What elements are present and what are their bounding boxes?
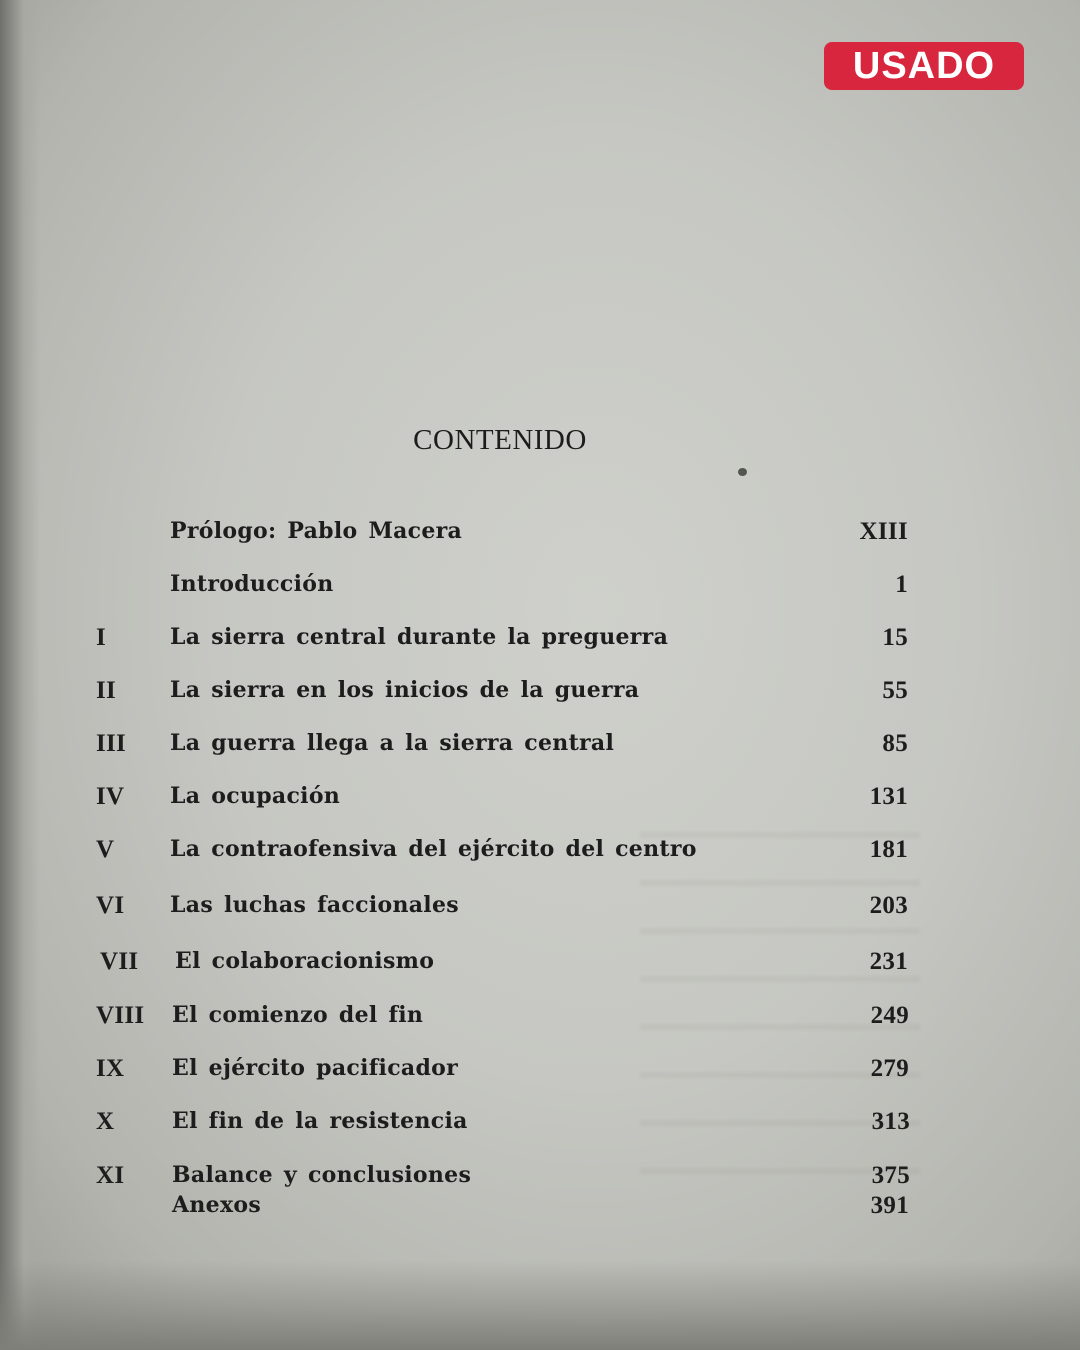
page-number: 203 (869, 892, 908, 919)
toc-entry-prologo (0, 518, 1080, 552)
page-number: 85 (882, 730, 908, 757)
page-number: 131 (869, 783, 908, 810)
chapter-title: El comienzo del fin (172, 1002, 424, 1028)
page-number: 231 (869, 948, 908, 975)
toc-entry-chapter-6 (0, 892, 1080, 926)
chapter-title: La guerra llega a la sierra central (170, 730, 615, 756)
toc-entry-chapter-10 (0, 1108, 1080, 1142)
page-number: 1 (895, 571, 908, 598)
toc-entry-chapter-1 (0, 624, 1080, 658)
page-number: 391 (870, 1192, 909, 1219)
chapter-number: I (96, 624, 107, 651)
chapter-title: Las luchas faccionales (170, 892, 459, 918)
chapter-number: V (96, 836, 115, 863)
toc-entry-chapter-5 (0, 836, 1080, 870)
paper-speck (738, 468, 747, 476)
page-number: 15 (882, 624, 908, 651)
chapter-title: La contraofensiva del ejército del centro (170, 836, 697, 862)
chapter-number: XI (96, 1162, 125, 1189)
spine-shadow (0, 0, 40, 1350)
page-number: XIII (859, 518, 908, 545)
chapter-title: La sierra central durante la preguerra (170, 624, 669, 650)
chapter-number: III (96, 730, 127, 757)
chapter-number: X (96, 1108, 115, 1135)
chapter-title: La sierra en los inicios de la guerra (170, 677, 640, 703)
toc-entry-chapter-11 (0, 1162, 1080, 1196)
toc-entry-chapter-7 (0, 948, 1080, 982)
chapter-title: Balance y conclusiones (172, 1162, 472, 1188)
chapter-title: El fin de la resistencia (172, 1108, 468, 1134)
chapter-title: Introducción (170, 571, 334, 597)
bottom-shadow (0, 1260, 1080, 1350)
chapter-title: El colaboracionismo (175, 948, 435, 974)
page-number: 181 (869, 836, 908, 863)
page-number: 249 (870, 1002, 909, 1029)
chapter-number: IX (96, 1055, 125, 1082)
page-title: CONTENIDO (413, 424, 587, 456)
page-number: 279 (870, 1055, 909, 1082)
chapter-number: II (96, 677, 117, 704)
chapter-number: VII (100, 948, 139, 975)
toc-entry-chapter-2 (0, 677, 1080, 711)
toc-entry-chapter-8 (0, 1002, 1080, 1036)
page-number: 55 (882, 677, 908, 704)
page-number: 313 (871, 1108, 910, 1135)
used-badge: USADO (824, 42, 1024, 90)
chapter-number: IV (96, 783, 125, 810)
page-number: 375 (871, 1162, 910, 1189)
chapter-title: Anexos (172, 1192, 262, 1218)
toc-entry-chapter-3 (0, 730, 1080, 764)
chapter-title: El ejército pacificador (172, 1055, 458, 1081)
chapter-number: VI (96, 892, 125, 919)
toc-entry-introduccion (0, 571, 1080, 605)
chapter-title: La ocupación (170, 783, 341, 809)
chapter-title: Prólogo: Pablo Macera (170, 518, 463, 544)
chapter-number: VIII (96, 1002, 145, 1029)
toc-entry-chapter-9 (0, 1055, 1080, 1089)
toc-entry-anexos (0, 1192, 1080, 1226)
toc-entry-chapter-4 (0, 783, 1080, 817)
